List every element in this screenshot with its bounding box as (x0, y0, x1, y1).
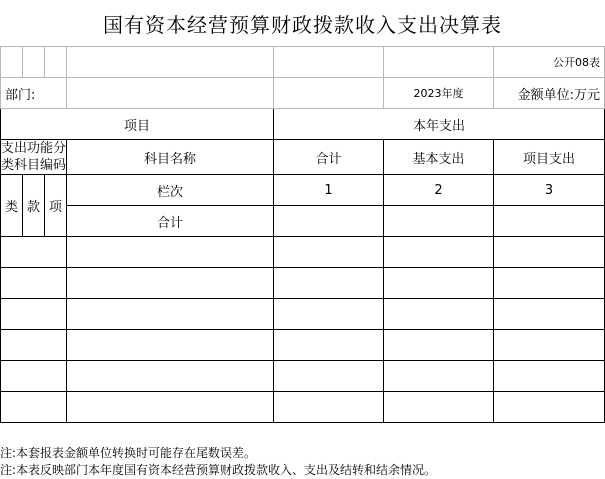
column-order-row (1, 175, 605, 206)
unit-label: 金额单位:万元 (494, 78, 605, 109)
year-label: 2023年度 (384, 78, 494, 109)
table-row (1, 392, 605, 423)
xiang-header: 项 (45, 175, 67, 237)
project-expense-header: 项目支出 (494, 140, 605, 175)
table-row (1, 268, 605, 299)
total-header: 合计 (274, 140, 384, 175)
basic-expense-header: 基本支出 (384, 140, 494, 175)
sum-row (1, 206, 605, 237)
note-2: 注:本表反映部门本年度国有资本经营预算财政拨款收入、支出及结转和结余情况。 (0, 463, 437, 477)
item-header: 项目 (1, 109, 274, 140)
expense-table (0, 46, 605, 423)
form-code: 公开08表 (494, 47, 605, 78)
table-row (1, 330, 605, 361)
col-3-label: 3 (494, 175, 605, 206)
column-order-label: 栏次 (67, 175, 274, 206)
header-row-2 (1, 140, 605, 175)
note-1: 注:本套报表金额单位转换时可能存在尾数误差。 (0, 446, 257, 460)
subject-name-header: 科目名称 (67, 140, 274, 175)
sum-project-cell (494, 206, 605, 237)
kuan-header: 款 (23, 175, 45, 237)
lei-header: 类 (1, 175, 23, 237)
sum-total-cell (274, 206, 384, 237)
header-row-1 (1, 109, 605, 140)
current-year-expense-header: 本年支出 (274, 109, 605, 140)
sum-label: 合计 (67, 206, 274, 237)
sum-basic-cell (384, 206, 494, 237)
col-2-label: 2 (384, 175, 494, 206)
dept-row (1, 78, 605, 109)
col-1-label: 1 (274, 175, 384, 206)
func-class-code-header: 支出功能分类科目编码 (1, 141, 67, 173)
form-code-row (1, 47, 605, 78)
table-row (1, 299, 605, 330)
table-row (1, 361, 605, 392)
department-label: 部门: (1, 78, 67, 109)
table-row (1, 237, 605, 268)
report-title: 国有资本经营预算财政拨款收入支出决算表 (103, 12, 502, 37)
